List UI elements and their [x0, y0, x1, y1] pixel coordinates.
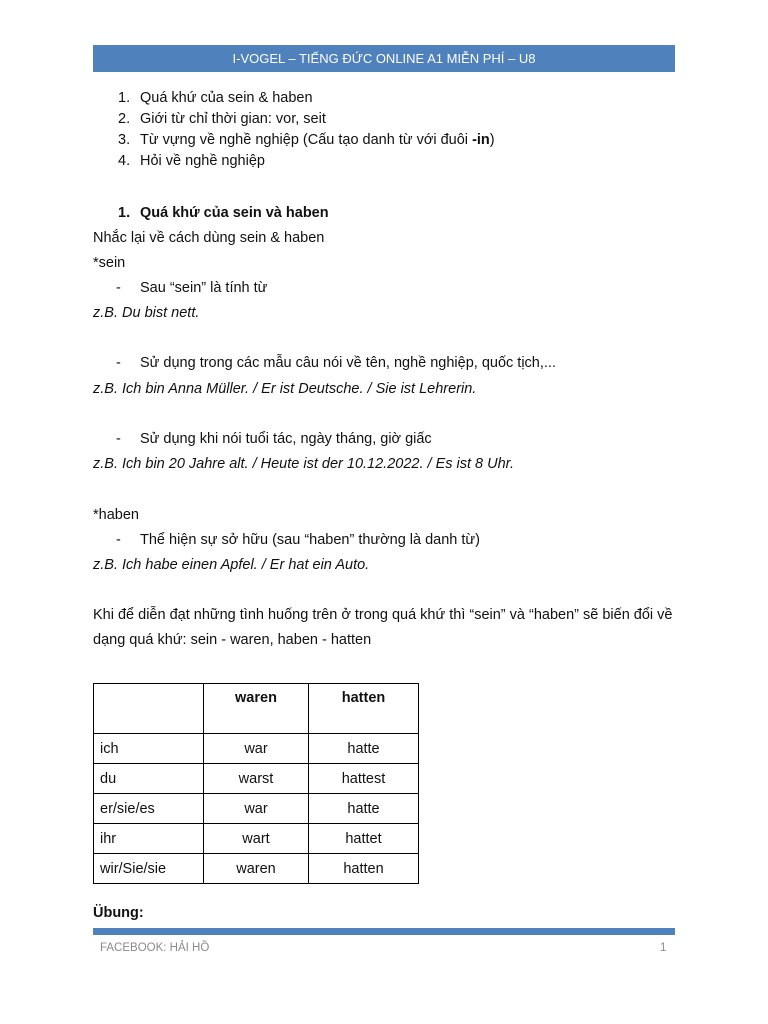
- toc-item: [118, 88, 495, 109]
- toc-text: Giới từ chỉ thời gian: vor, seit: [140, 111, 326, 127]
- footer-author: FACEBOOK: HẢI HỒ: [100, 942, 210, 954]
- toc-number: 3.: [118, 132, 131, 148]
- table-of-contents: [118, 88, 495, 172]
- toc-text: Quá khứ của sein & haben: [140, 90, 313, 106]
- conjugation-table: [93, 683, 419, 884]
- table-header-row: [94, 684, 419, 734]
- table-cell: hatte: [309, 794, 419, 824]
- example-sentence: z.B. Ich bin 20 Jahre alt. / Heute ist der 10.12.2022. / Es ist 8 Uhr.: [93, 456, 514, 472]
- bullet-text: Thể hiện sự sở hữu (sau “haben” thường là danh từ): [140, 532, 480, 548]
- table-cell: hatten: [309, 854, 419, 884]
- table-row: [94, 734, 419, 764]
- pronoun-cell: ihr: [94, 824, 204, 854]
- example-sentence: z.B. Ich habe einen Apfel. / Er hat ein Auto.: [93, 557, 370, 573]
- pronoun-cell: er/sie/es: [94, 794, 204, 824]
- table-row: [94, 764, 419, 794]
- toc-text-bold: -in: [472, 132, 490, 148]
- table-cell: hatte: [309, 734, 419, 764]
- toc-item: [118, 130, 495, 151]
- page-header-title: I-VOGEL – TIẾNG ĐỨC ONLINE A1 MIỄN PHÍ – U8: [232, 51, 536, 66]
- table-cell: hattest: [309, 764, 419, 794]
- toc-text-end: ): [489, 132, 495, 148]
- example-sentence: z.B. Du bist nett.: [93, 305, 200, 321]
- table-row: [94, 794, 419, 824]
- bullet-dash: -: [116, 280, 121, 296]
- pronoun-cell: wir/Sie/sie: [94, 854, 204, 884]
- bullet-text: Sử dụng trong các mẫu câu nói về tên, nghề nghiệp, quốc tịch,...: [140, 355, 556, 371]
- table-cell: war: [204, 794, 309, 824]
- table-cell: wart: [204, 824, 309, 854]
- table-cell: warst: [204, 764, 309, 794]
- haben-label: *haben: [93, 507, 139, 523]
- page-header-bar: [93, 45, 675, 72]
- bullet-dash: -: [116, 355, 121, 371]
- section-number: 1.: [118, 205, 131, 221]
- table-header-cell: waren: [204, 684, 309, 734]
- section-title: Quá khứ của sein và haben: [140, 205, 329, 221]
- toc-text: Từ vựng về nghề nghiệp (Cấu tạo danh từ với đuôi: [140, 132, 473, 148]
- table-cell: hattet: [309, 824, 419, 854]
- exercise-label: Übung:: [93, 905, 144, 921]
- toc-number: 4.: [118, 153, 131, 169]
- toc-text: Hỏi về nghề nghiệp: [140, 153, 265, 169]
- bullet-text: Sau “sein” là tính từ: [140, 280, 268, 296]
- example-sentence: z.B. Ich bin Anna Müller. / Er ist Deutsche. / Sie ist Lehrerin.: [93, 381, 477, 397]
- explanation-paragraph: Khi để diễn đạt những tình huống trên ở trong quá khứ thì “sein” và “haben” sẽ biến đổi về dạng quá khứ: sein - waren, haben - hatten: [93, 607, 673, 648]
- footer-bar: [93, 928, 675, 935]
- table-header-cell: hatten: [309, 684, 419, 734]
- table-cell: war: [204, 734, 309, 764]
- bullet-dash: -: [116, 532, 121, 548]
- bullet-dash: -: [116, 431, 121, 447]
- table-header-cell: [94, 684, 204, 734]
- toc-item: [118, 151, 495, 172]
- section-intro: Nhắc lại về cách dùng sein & haben: [93, 230, 325, 246]
- toc-item: [118, 109, 495, 130]
- sein-label: *sein: [93, 255, 126, 271]
- toc-number: 2.: [118, 111, 131, 127]
- toc-number: 1.: [118, 90, 131, 106]
- table-cell: waren: [204, 854, 309, 884]
- page-number: 1: [660, 942, 667, 954]
- table-row: [94, 854, 419, 884]
- pronoun-cell: du: [94, 764, 204, 794]
- pronoun-cell: ich: [94, 734, 204, 764]
- table-row: [94, 824, 419, 854]
- bullet-text: Sử dụng khi nói tuổi tác, ngày tháng, giờ giấc: [140, 431, 432, 447]
- section-heading: [118, 203, 329, 223]
